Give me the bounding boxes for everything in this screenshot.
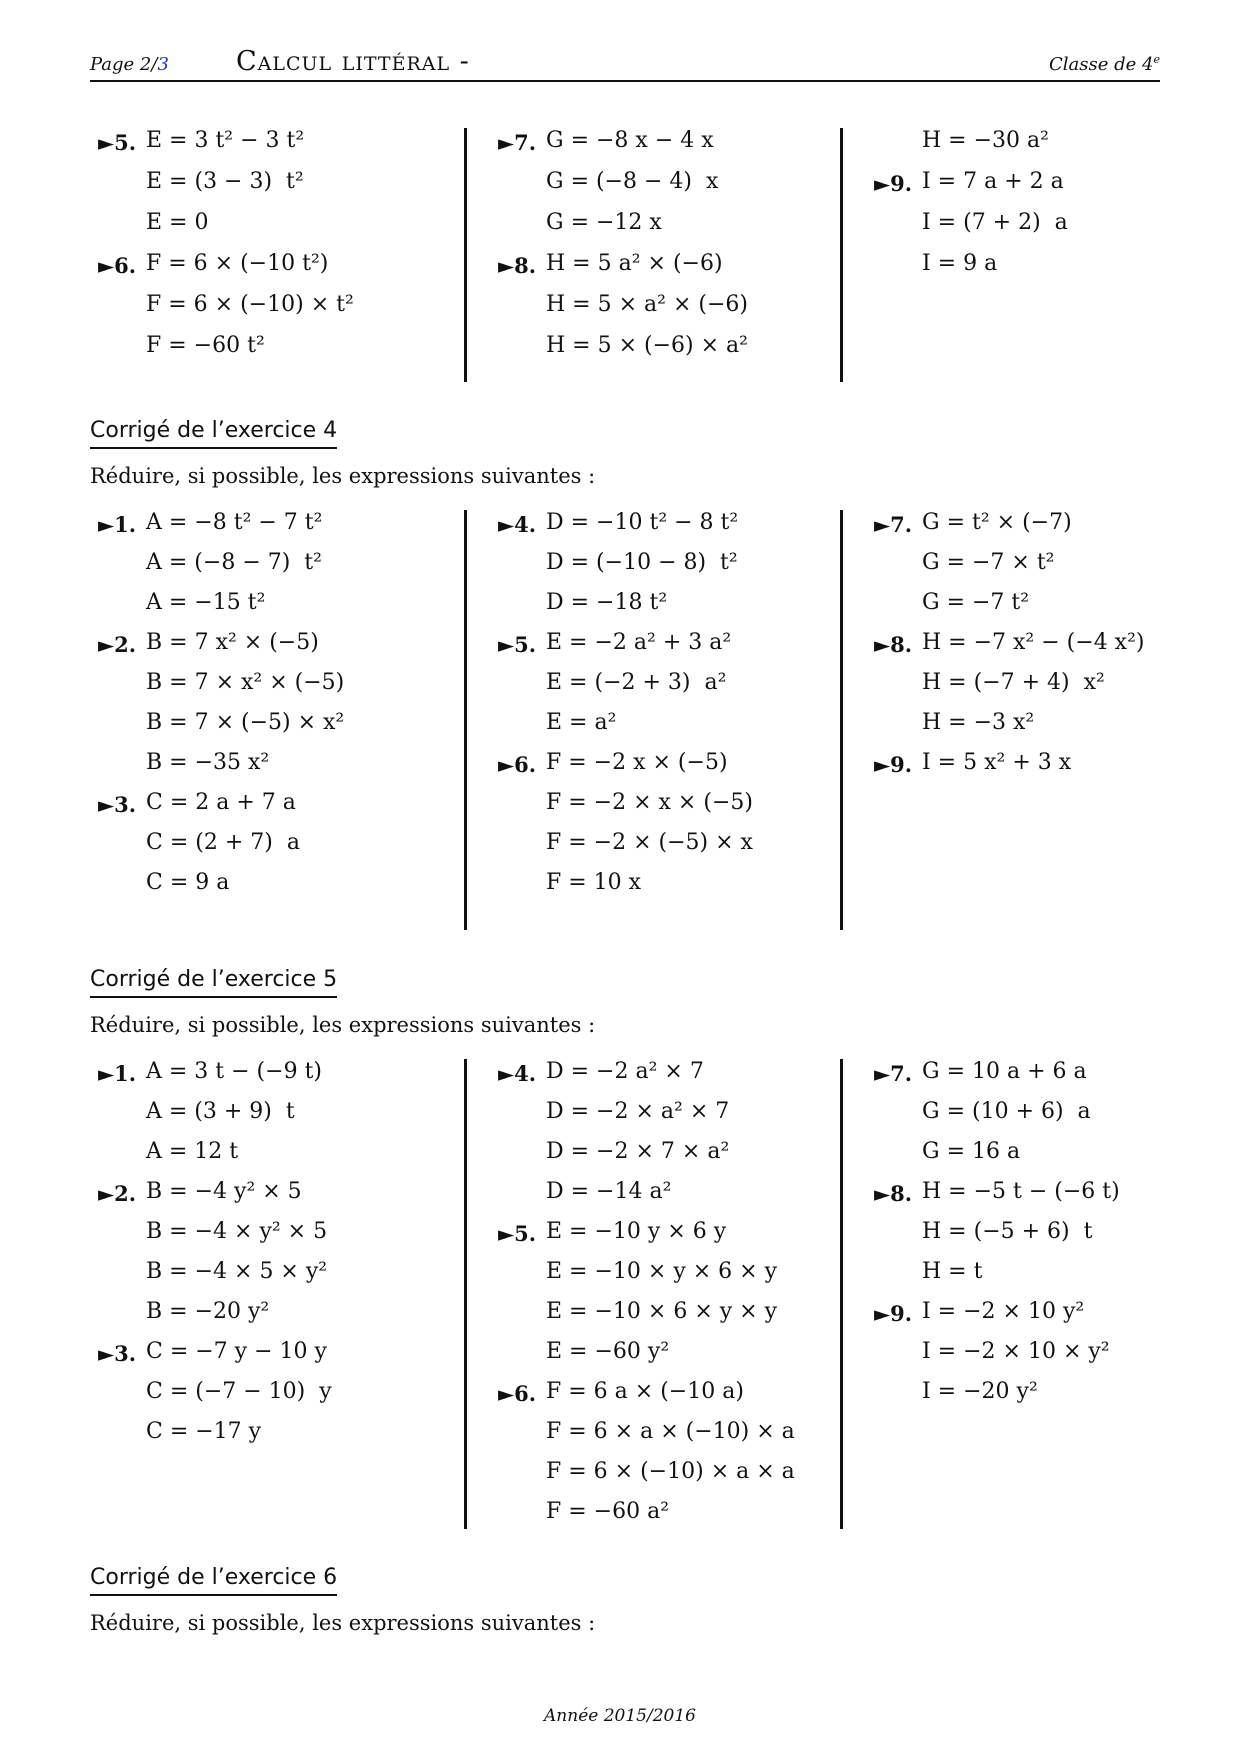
equation-line: E = −10 × 6 × y × y [546,1299,778,1324]
item-number: ►4. [498,1061,537,1086]
page-header [90,46,1160,82]
item-number: ►6. [98,253,137,278]
item-number: ►3. [98,792,137,817]
exercise5-solutions [90,1059,1160,1529]
item-number: ►1. [98,512,137,537]
item-number: ►6. [498,1381,537,1406]
solution-column [842,510,1218,930]
equation-line: D = −2 a² × 7 [546,1059,704,1084]
page-total-link[interactable]: 3 [157,54,169,75]
equation-line: A = 3 t − (−9 t) [146,1059,322,1084]
equation-line: C = −17 y [146,1419,262,1444]
equation-line: H = −7 x² − (−4 x²) [922,630,1145,655]
item-number: ►1. [98,1061,137,1086]
item-number: ►7. [498,130,537,155]
equation-line: H = −5 t − (−6 t) [922,1179,1120,1204]
solution-column [90,510,466,930]
equation-line: F = 6 a × (−10 a) [546,1379,744,1404]
equation-line: H = 5 × a² × (−6) [546,292,748,317]
solution-column [90,128,466,382]
item-number: ►8. [498,253,537,278]
equation-line: E = (3 − 3) t² [146,169,304,194]
equation-line: B = −4 × 5 × y² [146,1259,328,1284]
equation-line: F = −2 × (−5) × x [546,830,753,855]
equation-line: G = −7 t² [922,590,1030,615]
equation-line: H = (−5 + 6) t [922,1219,1093,1244]
item-number: ►9. [874,1301,913,1326]
exercise4-intro: Réduire, si possible, les expressions suivantes : [90,464,596,488]
equation-line: B = −4 × y² × 5 [146,1219,328,1244]
exercise6-intro: Réduire, si possible, les expressions suivantes : [90,1611,596,1635]
equation-line: I = (7 + 2) a [922,210,1068,235]
equation-line: H = 5 a² × (−6) [546,251,723,276]
exercise4-solutions [90,510,1160,930]
equation-line: C = −7 y − 10 y [146,1339,327,1364]
item-number: ►4. [498,512,537,537]
equation-line: B = −35 x² [146,750,270,775]
equation-line: E = −10 × y × 6 × y [546,1259,778,1284]
solution-column [842,1059,1218,1529]
equation-line: I = 5 x² + 3 x [922,750,1072,775]
equation-line: C = 2 a + 7 a [146,790,296,815]
solution-column [842,128,1218,382]
equation-line: G = −8 x − 4 x [546,128,714,153]
equation-line: G = 10 a + 6 a [922,1059,1087,1084]
equation-line: G = −7 × t² [922,550,1055,575]
item-number: ►5. [498,1221,537,1246]
equation-line: H = 5 × (−6) × a² [546,333,748,358]
equation-line: D = −10 t² − 8 t² [546,510,739,535]
equation-line: D = −18 t² [546,590,668,615]
equation-line: H = (−7 + 4) x² [922,670,1105,695]
page-number: Page 2/3 [90,54,169,75]
equation-line: F = 6 × (−10) × a × a [546,1459,795,1484]
item-number: ►2. [98,632,137,657]
equation-line: B = −20 y² [146,1299,270,1324]
equation-line: A = (−8 − 7) t² [146,550,322,575]
item-number: ►6. [498,752,537,777]
item-number: ►5. [98,130,137,155]
item-number: ►2. [98,1181,137,1206]
equation-line: I = 9 a [922,251,998,276]
equation-line: F = 6 × a × (−10) × a [546,1419,795,1444]
equation-line: E = −60 y² [546,1339,670,1364]
exercise4-title: Corrigé de l’exercice 4 [90,418,337,449]
item-number: ►9. [874,171,913,196]
equation-line: G = (−8 − 4) x [546,169,719,194]
equation-line: G = (10 + 6) a [922,1099,1091,1124]
equation-line: F = −2 x × (−5) [546,750,728,775]
equation-line: E = (−2 + 3) a² [546,670,727,695]
equation-line: F = −60 a² [546,1499,670,1524]
item-number: ►9. [874,752,913,777]
equation-line: C = (−7 − 10) y [146,1379,332,1404]
equation-line: B = −4 y² × 5 [146,1179,302,1204]
equation-line: C = (2 + 7) a [146,830,300,855]
equation-line: B = 7 × x² × (−5) [146,670,345,695]
equation-line: F = 10 x [546,870,642,895]
equation-line: E = −10 y × 6 y [546,1219,727,1244]
exercise5-intro: Réduire, si possible, les expressions suivantes : [90,1013,596,1037]
item-number: ►7. [874,512,913,537]
equation-line: E = a² [546,710,617,735]
equation-line: G = 16 a [922,1139,1021,1164]
solution-column [466,510,842,930]
equation-line: D = −14 a² [546,1179,672,1204]
equation-line: C = 9 a [146,870,230,895]
exercise3-continuation [90,128,1160,382]
equation-line: A = −15 t² [146,590,266,615]
equation-line: I = −2 × 10 y² [922,1299,1085,1324]
equation-line: G = −12 x [546,210,662,235]
document-title: Calcul littéral - [236,46,470,77]
item-number: ►7. [874,1061,913,1086]
equation-line: F = 6 × (−10 t²) [146,251,329,276]
page-footer: Année 2015/2016 [544,1706,696,1726]
equation-line: E = 3 t² − 3 t² [146,128,305,153]
solution-column [90,1059,466,1529]
item-number: ►5. [498,632,537,657]
equation-line: H = t [922,1259,983,1284]
equation-line: A = 12 t [146,1139,239,1164]
equation-line: D = −2 × 7 × a² [546,1139,730,1164]
equation-line: E = 0 [146,210,209,235]
exercise5-title: Corrigé de l’exercice 5 [90,967,337,998]
equation-line: I = −20 y² [922,1379,1038,1404]
equation-line: A = (3 + 9) t [146,1099,295,1124]
exercise6-title: Corrigé de l’exercice 6 [90,1565,337,1596]
item-number: ►8. [874,632,913,657]
equation-line: F = 6 × (−10) × t² [146,292,354,317]
item-number: ►3. [98,1341,137,1366]
equation-line: I = 7 a + 2 a [922,169,1064,194]
equation-line: H = −30 a² [922,128,1049,153]
equation-line: H = −3 x² [922,710,1035,735]
item-number: ►8. [874,1181,913,1206]
equation-line: A = −8 t² − 7 t² [146,510,323,535]
equation-line: I = −2 × 10 × y² [922,1339,1110,1364]
equation-line: F = −60 t² [146,333,265,358]
equation-line: B = 7 × (−5) × x² [146,710,345,735]
solution-column [466,128,842,382]
solution-column [466,1059,842,1529]
equation-line: D = (−10 − 8) t² [546,550,738,575]
class-label: Classe de 4e [1049,53,1160,75]
equation-line: F = −2 × x × (−5) [546,790,753,815]
equation-line: E = −2 a² + 3 a² [546,630,732,655]
equation-line: D = −2 × a² × 7 [546,1099,730,1124]
equation-line: B = 7 x² × (−5) [146,630,319,655]
equation-line: G = t² × (−7) [922,510,1072,535]
